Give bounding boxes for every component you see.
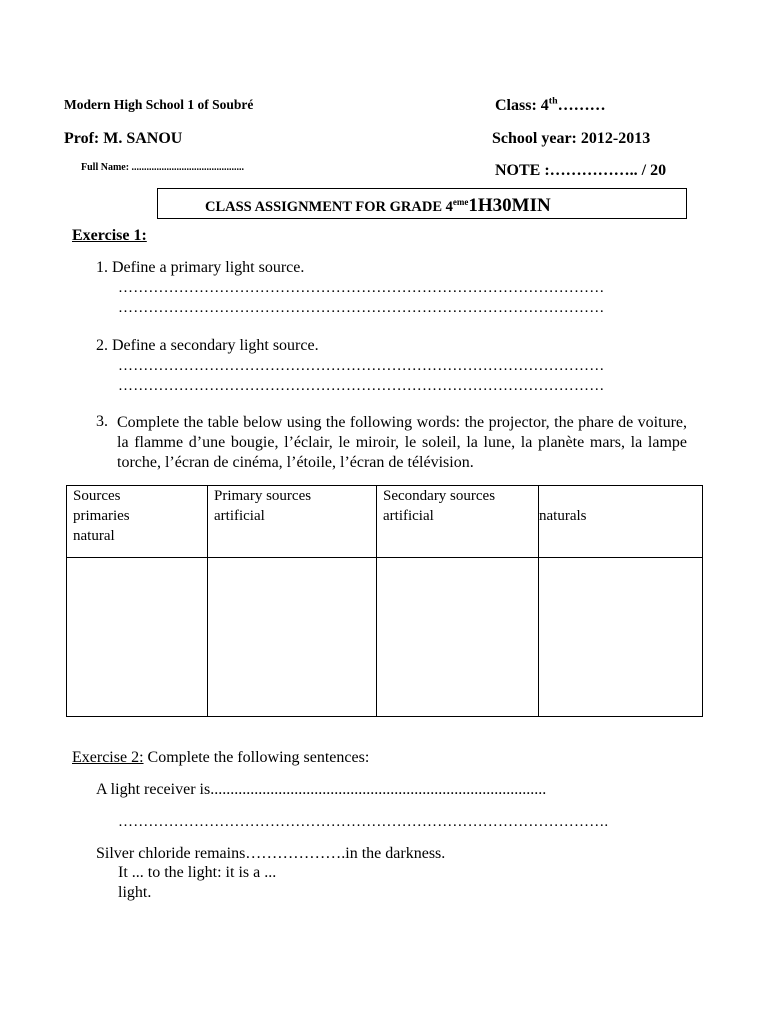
assignment-title-box <box>157 188 687 219</box>
answer-line: ……………………………………………………………………………………. <box>118 814 609 830</box>
answer-line: …………………………………………………………………………………… <box>118 300 605 316</box>
school-year: School year: 2012-2013 <box>492 130 651 147</box>
class-superscript: th <box>548 95 558 107</box>
assignment-title <box>205 195 551 217</box>
exercise1-heading: Exercise 1: <box>72 227 147 244</box>
sentence-silver-chloride: Silver chloride remains……………….in the darkness. <box>96 845 446 862</box>
exercise2-heading: Exercise 2: <box>72 749 144 766</box>
class-field <box>495 97 606 115</box>
sentence-light-end: light. <box>118 884 152 901</box>
question-3-text: Complete the table below using the following words: the projector, the phare de voiture, la flamme d’une bougie, l’éclair, le miroir, le soleil, la lune, la planète mars, la lampe torche, l’écran de cinéma, l’étoile, l’écran de télévision. <box>117 414 687 471</box>
table-header-cell: naturals <box>539 486 703 558</box>
table-cell[interactable] <box>539 558 703 717</box>
table-row <box>67 558 703 717</box>
prof-name: Prof: M. SANOU <box>64 130 183 147</box>
title-duration: 1H30MIN <box>468 195 551 216</box>
class-label: Class: 4 <box>495 97 549 114</box>
table-header-cell: Secondary sources artificial <box>377 486 539 558</box>
table-header-cell: Primary sources artificial <box>208 486 377 558</box>
exercise2-heading-line <box>72 749 369 767</box>
answer-line: …………………………………………………………………………………… <box>118 280 605 296</box>
school-name: Modern High School 1 of Soubré <box>64 97 254 112</box>
table-header-cell: Sources primaries natural <box>67 486 208 558</box>
answer-line: …………………………………………………………………………………… <box>118 358 605 374</box>
class-dots: ……… <box>557 97 606 114</box>
sentence-light-receiver: A light receiver is.................................................................................... <box>96 781 547 798</box>
table-header-row <box>67 486 703 558</box>
table-cell[interactable] <box>208 558 377 717</box>
title-main: CLASS ASSIGNMENT FOR GRADE 4 <box>205 199 453 215</box>
answer-line: …………………………………………………………………………………… <box>118 378 605 394</box>
question-2: 2. Define a secondary light source. <box>96 337 319 354</box>
question-3-number: 3. <box>96 413 108 430</box>
title-superscript: eme <box>452 197 469 208</box>
full-name-field: Full Name: ............................................. <box>81 162 245 173</box>
table-cell[interactable] <box>377 558 539 717</box>
exercise2-instruction: Complete the following sentences: <box>143 749 370 766</box>
note-field: NOTE :…………….. / 20 <box>495 162 667 179</box>
light-sources-table <box>66 485 703 717</box>
table-cell[interactable] <box>67 558 208 717</box>
question-1: 1. Define a primary light source. <box>96 259 305 276</box>
sentence-light-continuation: It ... to the light: it is a ... <box>118 864 277 881</box>
